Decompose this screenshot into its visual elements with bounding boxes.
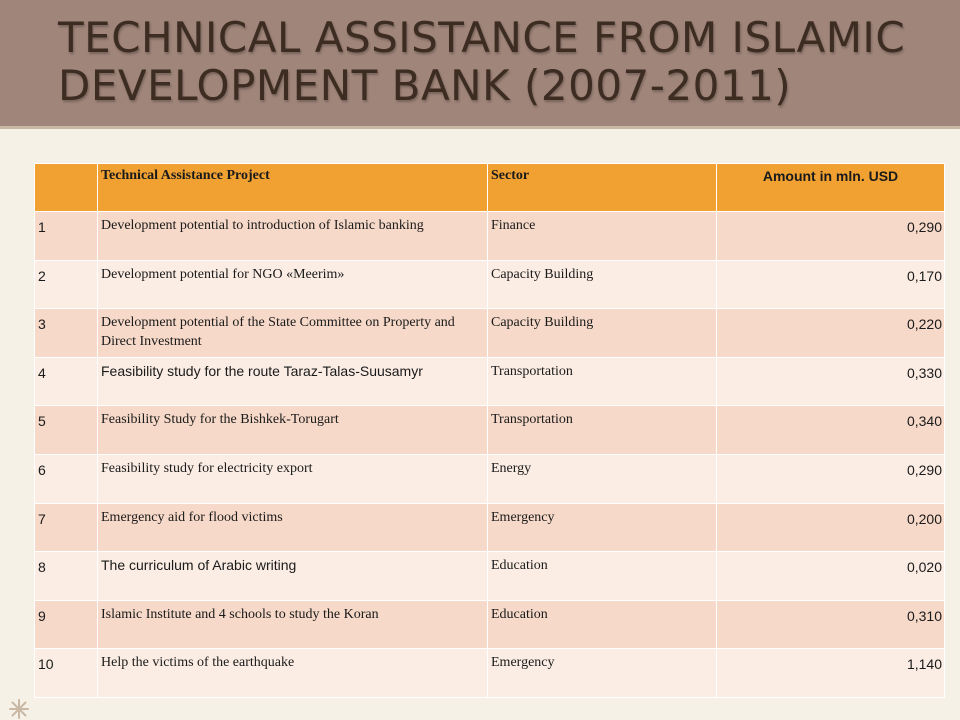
header-amount: Amount in mln. USD (717, 164, 945, 212)
table-header-row (35, 164, 945, 212)
table-row (35, 600, 945, 649)
row-number: 8 (35, 552, 98, 601)
row-number: 2 (35, 260, 98, 309)
row-sector: Education (488, 552, 717, 601)
row-number: 7 (35, 503, 98, 552)
row-project: Emergency aid for flood victims (98, 503, 488, 552)
table-row (35, 649, 945, 698)
row-amount: 0,290 (717, 454, 945, 503)
row-project: Development potential for NGO «Meerim» (98, 260, 488, 309)
header-project: Technical Assistance Project (98, 164, 488, 212)
row-amount: 0,220 (717, 309, 945, 358)
row-project: Help the victims of the earthquake (98, 649, 488, 698)
row-sector: Emergency (488, 503, 717, 552)
row-amount: 0,290 (717, 212, 945, 261)
row-project-text: Feasibility study for the route Taraz-Talas-Suusamyr (101, 362, 423, 379)
row-amount: 1,140 (717, 649, 945, 698)
table-row (35, 260, 945, 309)
title-band (0, 0, 960, 129)
row-amount: 0,170 (717, 260, 945, 309)
row-sector: Transportation (488, 357, 717, 406)
row-amount: 0,200 (717, 503, 945, 552)
star-burst-icon (8, 698, 30, 720)
table-row (35, 309, 945, 358)
row-project: Development potential to introduction of Islamic banking (98, 212, 488, 261)
row-amount: 0,330 (717, 357, 945, 406)
row-project: The curriculum of Arabic writing (98, 552, 488, 601)
row-sector: Emergency (488, 649, 717, 698)
table-row (35, 406, 945, 455)
assistance-table-container (34, 163, 944, 697)
row-project: Feasibility Study for the Bishkek-Torugart (98, 406, 488, 455)
row-project: Development potential of the State Committee on Property and Direct Investment (98, 309, 488, 358)
header-sector: Sector (488, 164, 717, 212)
table-row (35, 454, 945, 503)
row-sector: Education (488, 600, 717, 649)
header-number (35, 164, 98, 212)
slide-title: TECHNICAL ASSISTANCE FROM ISLAMIC DEVELOPMENT BANK (2007-2011) (58, 13, 906, 110)
table-row (35, 357, 945, 406)
row-sector: Capacity Building (488, 309, 717, 358)
assistance-table (34, 163, 945, 698)
row-number: 9 (35, 600, 98, 649)
row-sector: Finance (488, 212, 717, 261)
row-amount: 0,340 (717, 406, 945, 455)
row-number: 3 (35, 309, 98, 358)
table-row (35, 552, 945, 601)
table-row (35, 212, 945, 261)
row-number: 6 (35, 454, 98, 503)
row-number: 5 (35, 406, 98, 455)
row-sector: Transportation (488, 406, 717, 455)
table-row (35, 503, 945, 552)
row-project (98, 357, 488, 406)
row-amount: 0,020 (717, 552, 945, 601)
row-number: 10 (35, 649, 98, 698)
row-project: Islamic Institute and 4 schools to study the Koran (98, 600, 488, 649)
row-number: 1 (35, 212, 98, 261)
row-number: 4 (35, 357, 98, 406)
row-sector: Capacity Building (488, 260, 717, 309)
row-sector: Energy (488, 454, 717, 503)
row-project: Feasibility study for electricity export (98, 454, 488, 503)
row-amount: 0,310 (717, 600, 945, 649)
